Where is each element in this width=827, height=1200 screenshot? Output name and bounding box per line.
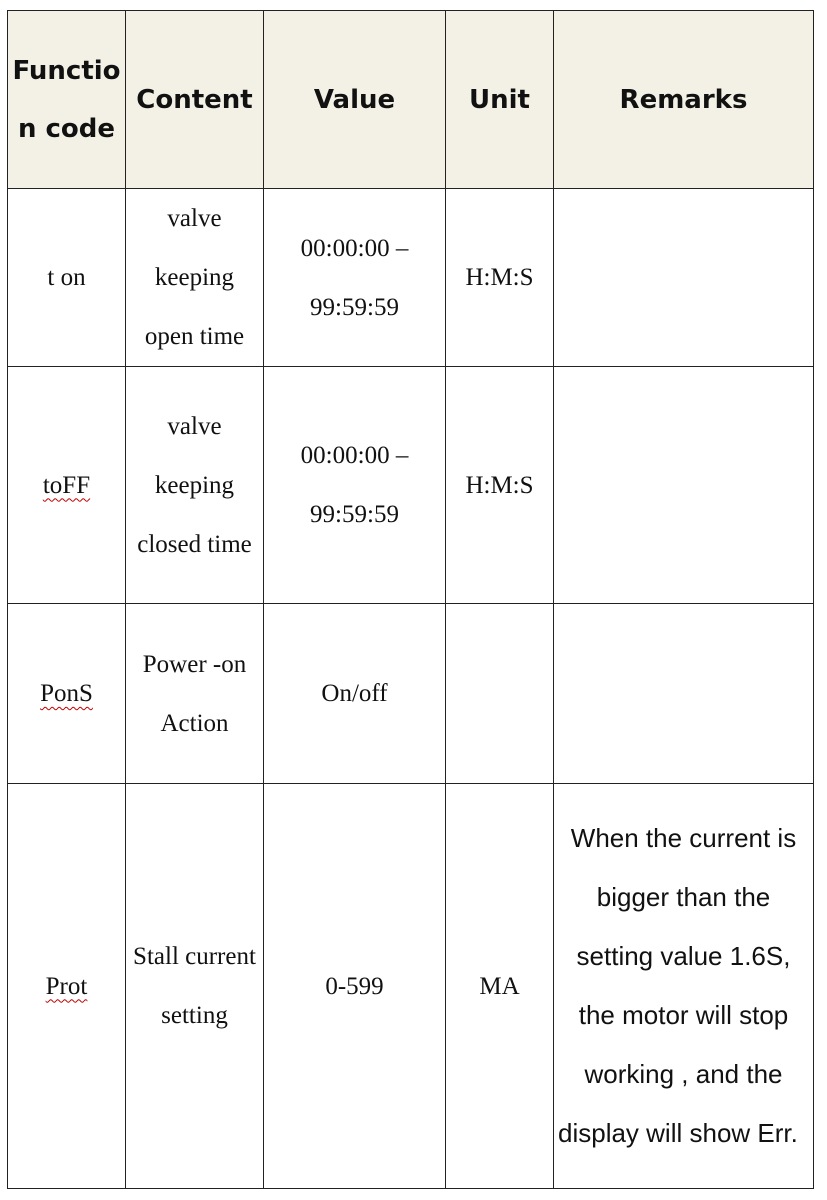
table-row <box>8 604 814 784</box>
row-value: 00:00:00 – 99:59:59 <box>264 189 446 367</box>
function-code-table <box>7 10 814 1189</box>
table-row <box>8 189 814 367</box>
table-row <box>8 784 814 1189</box>
header-function-code: Function code <box>8 11 126 189</box>
row-remarks <box>554 604 814 784</box>
row-code: PonS <box>8 604 126 784</box>
header-content: Content <box>126 11 264 189</box>
row-unit: H:M:S <box>446 367 554 604</box>
header-remarks: Remarks <box>554 11 814 189</box>
row-code: Prot <box>8 784 126 1189</box>
row-remarks: When the current is bigger than the setting value 1.6S, the motor will stop working , and the display will show Err. <box>554 784 814 1189</box>
header-value: Value <box>264 11 446 189</box>
row-value: On/off <box>264 604 446 784</box>
row-content: valve keeping open time <box>126 189 264 367</box>
row-unit: MA <box>446 784 554 1189</box>
row-unit <box>446 604 554 784</box>
table-row <box>8 367 814 604</box>
header-row <box>8 11 814 189</box>
row-value: 00:00:00 – 99:59:59 <box>264 367 446 604</box>
row-content: valve keeping closed time <box>126 367 264 604</box>
row-remarks <box>554 189 814 367</box>
row-content: Stall current setting <box>126 784 264 1189</box>
row-code: t on <box>8 189 126 367</box>
row-content: Power -on Action <box>126 604 264 784</box>
row-unit: H:M:S <box>446 189 554 367</box>
row-value: 0-599 <box>264 784 446 1189</box>
header-unit: Unit <box>446 11 554 189</box>
row-remarks <box>554 367 814 604</box>
row-code: toFF <box>8 367 126 604</box>
